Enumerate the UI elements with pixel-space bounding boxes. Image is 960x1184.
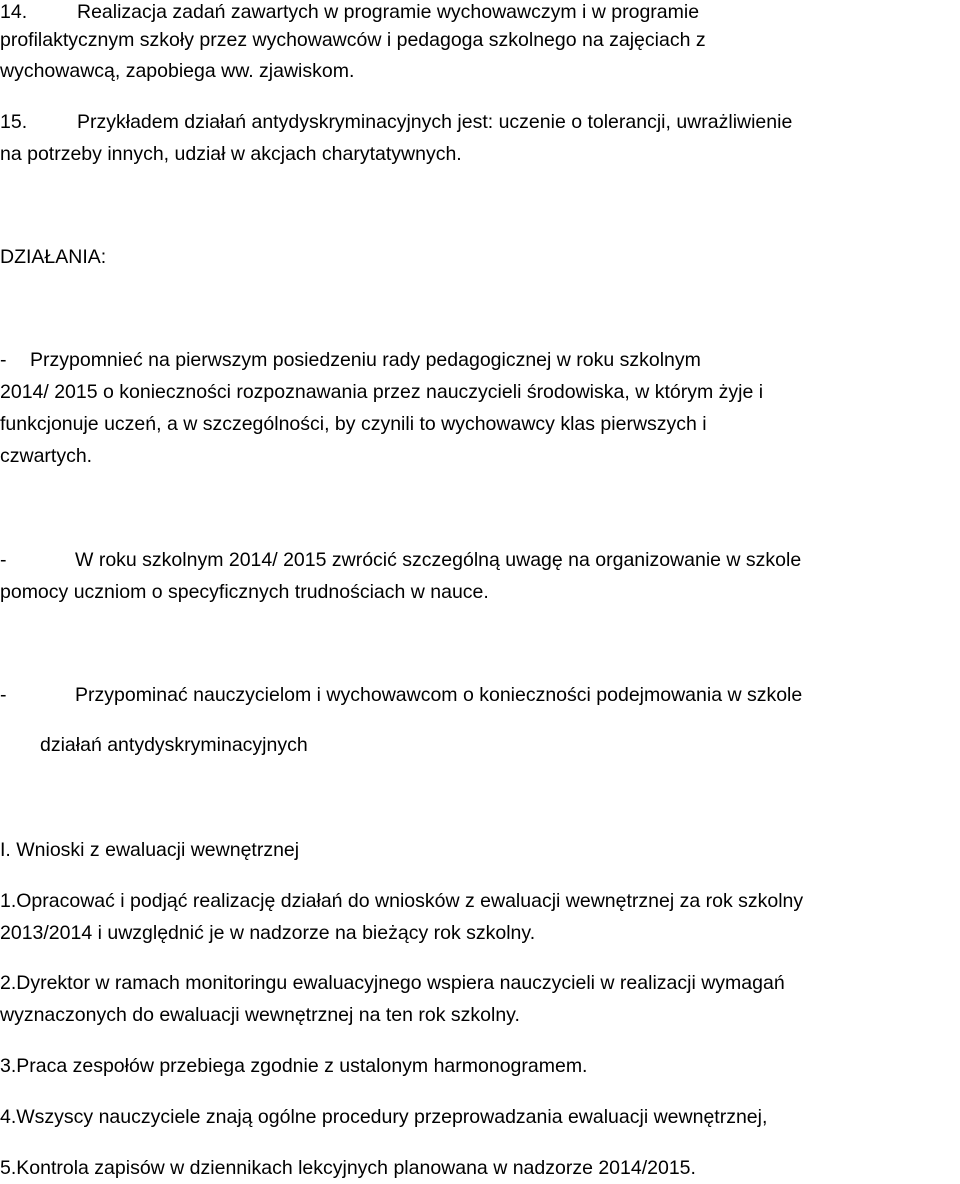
action-item-2 bbox=[0, 546, 801, 574]
item-text-line: wychowawcą, zapobiega ww. zjawiskom. bbox=[0, 60, 355, 82]
action-text-line: Przypomnieć na pierwszym posiedzeniu rady pedagogicznej w roku szkolnym bbox=[30, 349, 701, 371]
conclusions-heading: I. Wnioski z ewaluacji wewnętrznej bbox=[0, 839, 300, 861]
conclusion-item-5: 5.Kontrola zapisów w dziennikach lekcyjnych planowana w nadzorze 2014/2015. bbox=[0, 1157, 696, 1179]
item-text-line: Przykładem działań antydyskryminacyjnych jest: uczenie o tolerancji, uwrażliwienie bbox=[77, 111, 793, 133]
list-item-15 bbox=[0, 108, 792, 136]
bullet-dash: - bbox=[0, 684, 7, 706]
action-text-line: pomocy uczniom o specyficznych trudnościach w nauce. bbox=[0, 581, 489, 603]
action-text-line: Przypominać nauczycielom i wychowawcom o konieczności podejmowania w szkole bbox=[75, 684, 803, 706]
action-text-line: funkcjonuje uczeń, a w szczególności, by czynili to wychowawcy klas pierwszych i bbox=[0, 413, 707, 435]
item-number: 14. bbox=[0, 1, 28, 23]
action-item-3 bbox=[0, 681, 802, 709]
conclusion-item-1: 1.Opracować i podjąć realizację działań do wniosków z ewaluacji wewnętrznej za rok szkolny bbox=[0, 890, 804, 912]
action-text-line: 2014/ 2015 o konieczności rozpoznawania przez nauczycieli środowiska, w którym żyje i bbox=[0, 381, 764, 403]
item-text-line: na potrzeby innych, udział w akcjach charytatywnych. bbox=[0, 143, 462, 165]
action-text-line: czwartych. bbox=[0, 445, 93, 467]
list-item-14 bbox=[0, 0, 699, 26]
conclusion-item-3: 3.Praca zespołów przebiega zgodnie z ustalonym harmonogramem. bbox=[0, 1055, 588, 1077]
bullet-dash: - bbox=[0, 549, 7, 571]
action-item-1 bbox=[0, 346, 701, 374]
conclusion-item-2: 2.Dyrektor w ramach monitoringu ewaluacyjnego wspiera nauczycieli w realizacji wymagań bbox=[0, 972, 785, 994]
bullet-dash: - bbox=[0, 349, 7, 371]
item-text-line: Realizacja zadań zawartych w programie wychowawczym i w programie bbox=[77, 1, 700, 23]
item-text-line: profilaktycznym szkoły przez wychowawców i pedagoga szkolnego na zajęciach z bbox=[0, 29, 706, 51]
conclusion-item-4: 4.Wszyscy nauczyciele znają ogólne procedury przeprowadzania ewaluacji wewnętrznej, bbox=[0, 1106, 768, 1128]
item-number: 15. bbox=[0, 111, 28, 133]
conclusion-text-line: wyznaczonych do ewaluacji wewnętrznej na ten rok szkolny. bbox=[0, 1004, 520, 1026]
actions-heading: DZIAŁANIA: bbox=[0, 246, 107, 268]
action-text-line: W roku szkolnym 2014/ 2015 zwrócić szczególną uwagę na organizowanie w szkole bbox=[75, 549, 802, 571]
conclusion-text-line: 2013/2014 i uwzględnić je w nadzorze na bieżący rok szkolny. bbox=[0, 922, 536, 944]
action-text-line: działań antydyskryminacyjnych bbox=[40, 734, 308, 756]
